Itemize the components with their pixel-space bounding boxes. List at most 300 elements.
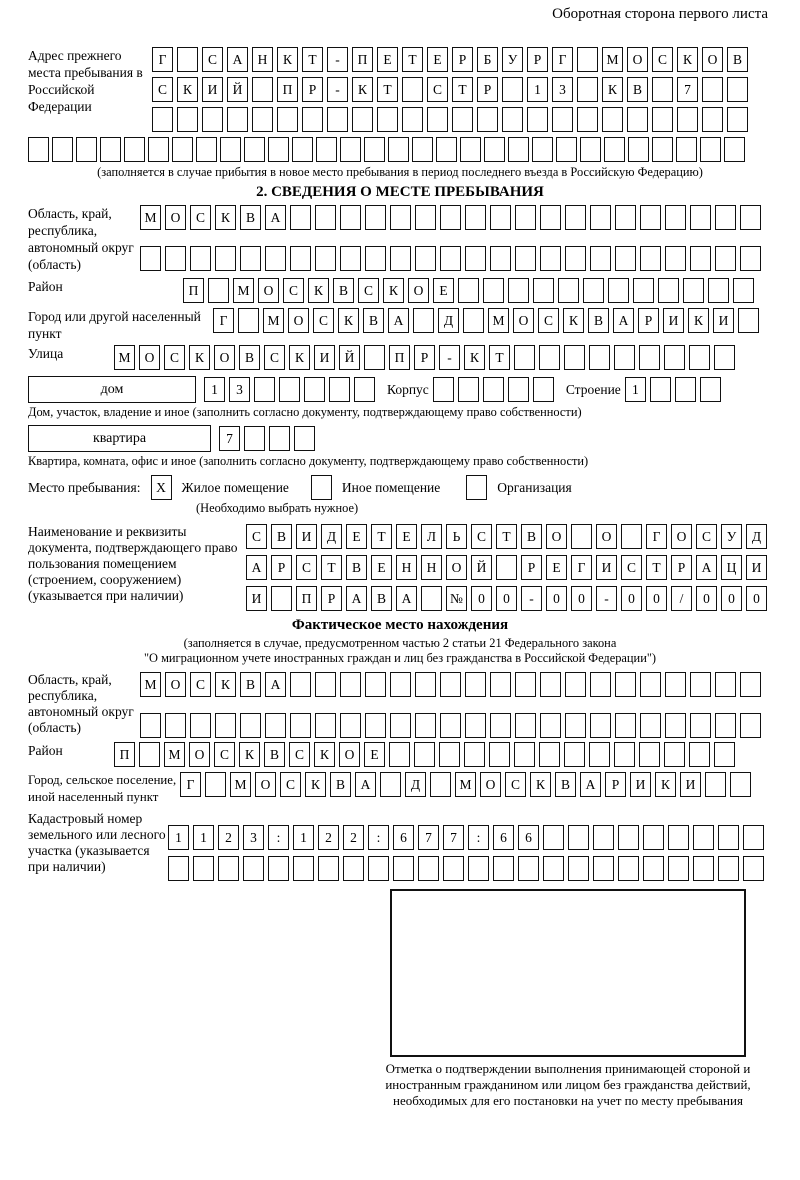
char-cell[interactable]: С [246,524,267,549]
char-cell[interactable] [329,377,350,402]
char-cell[interactable] [388,137,409,162]
char-cell[interactable] [639,742,660,767]
char-cell[interactable]: В [346,555,367,580]
char-cell[interactable] [693,825,714,850]
char-cell[interactable] [148,137,169,162]
char-cell[interactable] [293,856,314,881]
char-cell[interactable] [465,246,486,271]
char-cell[interactable]: О [546,524,567,549]
char-cell[interactable] [633,278,654,303]
char-cell[interactable] [165,246,186,271]
char-cell[interactable]: С [621,555,642,580]
char-cell[interactable]: К [530,772,551,797]
char-cell[interactable]: А [246,555,267,580]
char-cell[interactable]: С [280,772,301,797]
char-cell[interactable]: А [265,205,286,230]
char-cell[interactable] [690,205,711,230]
char-cell[interactable] [315,672,336,697]
char-cell[interactable] [227,107,248,132]
char-cell[interactable]: : [268,825,289,850]
char-cell[interactable]: С [202,47,223,72]
char-cell[interactable]: О [165,672,186,697]
char-cell[interactable] [193,856,214,881]
char-cell[interactable]: П [114,742,135,767]
char-cell[interactable]: С [358,278,379,303]
char-cell[interactable] [290,713,311,738]
char-cell[interactable] [390,246,411,271]
char-cell[interactable] [693,856,714,881]
char-cell[interactable] [589,345,610,370]
char-cell[interactable] [568,856,589,881]
char-cell[interactable]: Й [339,345,360,370]
char-cell[interactable]: 0 [721,586,742,611]
char-cell[interactable] [304,377,325,402]
char-cell[interactable]: М [263,308,284,333]
char-cell[interactable]: 3 [552,77,573,102]
char-cell[interactable]: И [680,772,701,797]
checkbox-residential[interactable]: X [151,475,172,500]
char-cell[interactable] [463,308,484,333]
char-cell[interactable] [440,672,461,697]
char-cell[interactable] [583,278,604,303]
char-cell[interactable] [302,107,323,132]
char-cell[interactable] [465,713,486,738]
char-cell[interactable]: Й [227,77,248,102]
char-cell[interactable] [238,308,259,333]
char-cell[interactable]: Т [321,555,342,580]
char-cell[interactable]: - [596,586,617,611]
char-cell[interactable]: С [652,47,673,72]
char-cell[interactable]: Т [496,524,517,549]
char-cell[interactable]: 1 [527,77,548,102]
char-cell[interactable] [292,137,313,162]
char-cell[interactable] [702,77,723,102]
char-cell[interactable] [593,856,614,881]
char-cell[interactable]: М [233,278,254,303]
char-cell[interactable] [218,856,239,881]
char-cell[interactable] [440,205,461,230]
char-cell[interactable] [708,278,729,303]
char-cell[interactable]: Е [377,47,398,72]
char-cell[interactable] [52,137,73,162]
char-cell[interactable]: О [446,555,467,580]
char-cell[interactable] [590,205,611,230]
char-cell[interactable]: К [308,278,329,303]
char-cell[interactable]: № [446,586,467,611]
char-cell[interactable]: К [215,672,236,697]
char-cell[interactable] [664,742,685,767]
char-cell[interactable] [460,137,481,162]
char-cell[interactable] [627,107,648,132]
char-cell[interactable]: В [371,586,392,611]
char-cell[interactable] [640,672,661,697]
char-cell[interactable]: А [355,772,376,797]
char-cell[interactable] [240,713,261,738]
char-cell[interactable] [640,246,661,271]
char-cell[interactable] [421,586,442,611]
char-cell[interactable] [415,246,436,271]
char-cell[interactable]: О [480,772,501,797]
char-cell[interactable] [740,246,761,271]
char-cell[interactable]: О [627,47,648,72]
char-cell[interactable]: С [164,345,185,370]
char-cell[interactable] [615,246,636,271]
char-cell[interactable]: С [190,205,211,230]
char-cell[interactable] [389,742,410,767]
char-cell[interactable]: Г [646,524,667,549]
char-cell[interactable] [100,137,121,162]
char-cell[interactable] [718,856,739,881]
char-cell[interactable] [439,742,460,767]
char-cell[interactable]: О [408,278,429,303]
char-cell[interactable]: В [264,742,285,767]
char-cell[interactable]: В [727,47,748,72]
char-cell[interactable]: : [368,825,389,850]
char-cell[interactable] [740,205,761,230]
char-cell[interactable] [279,377,300,402]
char-cell[interactable]: Р [414,345,435,370]
char-cell[interactable] [565,205,586,230]
char-cell[interactable]: Е [371,555,392,580]
char-cell[interactable]: И [202,77,223,102]
char-cell[interactable] [571,524,592,549]
char-cell[interactable]: С [289,742,310,767]
char-cell[interactable] [540,205,561,230]
char-cell[interactable] [139,742,160,767]
char-cell[interactable] [533,278,554,303]
char-cell[interactable]: К [352,77,373,102]
char-cell[interactable]: О [513,308,534,333]
char-cell[interactable] [652,107,673,132]
char-cell[interactable] [614,742,635,767]
char-cell[interactable] [508,137,529,162]
char-cell[interactable]: К [305,772,326,797]
char-cell[interactable]: 1 [168,825,189,850]
char-cell[interactable]: Р [605,772,626,797]
char-cell[interactable] [665,713,686,738]
char-cell[interactable] [427,107,448,132]
char-cell[interactable]: О [165,205,186,230]
char-cell[interactable] [165,713,186,738]
char-cell[interactable] [377,107,398,132]
char-cell[interactable] [172,137,193,162]
char-cell[interactable] [675,377,696,402]
char-cell[interactable] [318,856,339,881]
char-cell[interactable]: С [264,345,285,370]
char-cell[interactable] [608,278,629,303]
char-cell[interactable] [443,856,464,881]
char-cell[interactable]: 2 [343,825,364,850]
char-cell[interactable]: К [688,308,709,333]
char-cell[interactable]: Т [377,77,398,102]
char-cell[interactable] [244,137,265,162]
char-cell[interactable]: А [613,308,634,333]
char-cell[interactable]: В [240,672,261,697]
char-cell[interactable]: - [521,586,542,611]
char-cell[interactable] [640,205,661,230]
char-cell[interactable] [433,377,454,402]
char-cell[interactable] [402,77,423,102]
char-cell[interactable] [565,246,586,271]
char-cell[interactable] [514,742,535,767]
char-cell[interactable] [590,246,611,271]
char-cell[interactable] [252,77,273,102]
char-cell[interactable]: 3 [229,377,250,402]
char-cell[interactable] [690,246,711,271]
char-cell[interactable]: И [314,345,335,370]
char-cell[interactable]: М [140,672,161,697]
char-cell[interactable]: Б [477,47,498,72]
char-cell[interactable]: Ц [721,555,742,580]
char-cell[interactable]: М [164,742,185,767]
char-cell[interactable] [343,856,364,881]
char-cell[interactable] [527,107,548,132]
char-cell[interactable] [340,205,361,230]
char-cell[interactable] [413,308,434,333]
char-cell[interactable]: К [215,205,236,230]
char-cell[interactable] [665,672,686,697]
char-cell[interactable] [215,246,236,271]
char-cell[interactable]: Й [471,555,492,580]
char-cell[interactable] [402,107,423,132]
char-cell[interactable]: 0 [571,586,592,611]
char-cell[interactable]: 1 [193,825,214,850]
char-cell[interactable] [315,713,336,738]
char-cell[interactable]: О [258,278,279,303]
char-cell[interactable]: И [746,555,767,580]
char-cell[interactable] [558,278,579,303]
char-cell[interactable]: 6 [393,825,414,850]
char-cell[interactable] [689,345,710,370]
char-cell[interactable] [508,278,529,303]
char-cell[interactable]: М [455,772,476,797]
char-cell[interactable] [515,672,536,697]
char-cell[interactable] [740,713,761,738]
checkbox-other-premises[interactable] [311,475,332,500]
char-cell[interactable]: П [389,345,410,370]
char-cell[interactable] [577,77,598,102]
char-cell[interactable]: П [183,278,204,303]
char-cell[interactable] [618,825,639,850]
char-cell[interactable]: 1 [625,377,646,402]
char-cell[interactable] [352,107,373,132]
char-cell[interactable] [265,713,286,738]
char-cell[interactable] [269,426,290,451]
char-cell[interactable]: С [505,772,526,797]
char-cell[interactable]: Е [427,47,448,72]
char-cell[interactable]: 6 [518,825,539,850]
char-cell[interactable] [714,742,735,767]
char-cell[interactable] [621,524,642,549]
char-cell[interactable] [365,246,386,271]
char-cell[interactable] [689,742,710,767]
char-cell[interactable] [602,107,623,132]
char-cell[interactable] [552,107,573,132]
char-cell[interactable] [315,205,336,230]
char-cell[interactable]: О [255,772,276,797]
char-cell[interactable] [564,742,585,767]
char-cell[interactable] [265,246,286,271]
char-cell[interactable]: Г [152,47,173,72]
checkbox-organization[interactable] [466,475,487,500]
char-cell[interactable] [604,137,625,162]
char-cell[interactable] [700,137,721,162]
char-cell[interactable]: П [352,47,373,72]
char-cell[interactable]: 2 [318,825,339,850]
char-cell[interactable] [730,772,751,797]
char-cell[interactable] [458,278,479,303]
char-cell[interactable] [452,107,473,132]
char-cell[interactable] [124,137,145,162]
char-cell[interactable] [502,107,523,132]
char-cell[interactable] [364,345,385,370]
char-cell[interactable]: Д [405,772,426,797]
char-cell[interactable] [464,742,485,767]
char-cell[interactable]: К [189,345,210,370]
char-cell[interactable]: 1 [204,377,225,402]
char-cell[interactable] [340,246,361,271]
char-cell[interactable] [254,377,275,402]
char-cell[interactable] [208,278,229,303]
char-cell[interactable]: Т [402,47,423,72]
char-cell[interactable] [220,137,241,162]
char-cell[interactable] [718,825,739,850]
char-cell[interactable]: Т [302,47,323,72]
char-cell[interactable]: К [338,308,359,333]
char-cell[interactable] [380,772,401,797]
char-cell[interactable] [484,137,505,162]
char-cell[interactable]: А [696,555,717,580]
char-cell[interactable] [205,772,226,797]
char-cell[interactable] [76,137,97,162]
char-cell[interactable]: В [521,524,542,549]
char-cell[interactable] [290,246,311,271]
char-cell[interactable] [540,246,561,271]
char-cell[interactable] [643,825,664,850]
char-cell[interactable] [643,856,664,881]
char-cell[interactable]: В [588,308,609,333]
char-cell[interactable] [514,345,535,370]
char-cell[interactable]: 0 [646,586,667,611]
char-cell[interactable]: О [671,524,692,549]
char-cell[interactable] [190,713,211,738]
char-cell[interactable]: С [696,524,717,549]
char-cell[interactable] [489,742,510,767]
char-cell[interactable]: Р [271,555,292,580]
char-cell[interactable] [271,586,292,611]
char-cell[interactable]: Г [213,308,234,333]
char-cell[interactable] [168,856,189,881]
char-cell[interactable] [677,107,698,132]
char-cell[interactable]: С [152,77,173,102]
char-cell[interactable]: И [630,772,651,797]
char-cell[interactable] [177,47,198,72]
char-cell[interactable] [664,345,685,370]
char-cell[interactable]: М [602,47,623,72]
char-cell[interactable] [490,713,511,738]
char-cell[interactable]: В [363,308,384,333]
char-cell[interactable]: Р [638,308,659,333]
char-cell[interactable] [540,672,561,697]
char-cell[interactable]: Т [489,345,510,370]
char-cell[interactable] [365,672,386,697]
char-cell[interactable]: 3 [243,825,264,850]
char-cell[interactable]: П [277,77,298,102]
char-cell[interactable]: К [177,77,198,102]
char-cell[interactable]: В [239,345,260,370]
char-cell[interactable] [340,672,361,697]
char-cell[interactable]: 0 [546,586,567,611]
char-cell[interactable] [652,137,673,162]
char-cell[interactable] [177,107,198,132]
char-cell[interactable]: Д [746,524,767,549]
char-cell[interactable]: : [468,825,489,850]
char-cell[interactable]: С [296,555,317,580]
char-cell[interactable] [668,825,689,850]
char-cell[interactable]: С [283,278,304,303]
char-cell[interactable] [615,205,636,230]
char-cell[interactable] [483,278,504,303]
char-cell[interactable]: У [502,47,523,72]
char-cell[interactable]: Е [396,524,417,549]
char-cell[interactable]: Е [346,524,367,549]
char-cell[interactable] [390,205,411,230]
char-cell[interactable] [364,137,385,162]
char-cell[interactable] [268,856,289,881]
char-cell[interactable] [290,672,311,697]
char-cell[interactable]: Ь [446,524,467,549]
char-cell[interactable] [493,856,514,881]
char-cell[interactable] [700,377,721,402]
char-cell[interactable]: А [265,672,286,697]
char-cell[interactable] [539,345,560,370]
char-cell[interactable]: Н [252,47,273,72]
char-cell[interactable]: 6 [493,825,514,850]
char-cell[interactable] [740,672,761,697]
char-cell[interactable] [543,856,564,881]
char-cell[interactable]: К [314,742,335,767]
char-cell[interactable] [515,246,536,271]
char-cell[interactable] [743,825,764,850]
char-cell[interactable]: И [296,524,317,549]
char-cell[interactable]: О [596,524,617,549]
char-cell[interactable]: 7 [443,825,464,850]
char-cell[interactable] [665,246,686,271]
char-cell[interactable]: 7 [219,426,240,451]
char-cell[interactable] [628,137,649,162]
char-cell[interactable] [294,426,315,451]
char-cell[interactable] [727,77,748,102]
char-cell[interactable] [415,205,436,230]
char-cell[interactable]: К [277,47,298,72]
char-cell[interactable] [715,205,736,230]
char-cell[interactable]: Р [521,555,542,580]
char-cell[interactable]: А [580,772,601,797]
char-cell[interactable] [614,345,635,370]
char-cell[interactable] [316,137,337,162]
char-cell[interactable] [468,856,489,881]
char-cell[interactable]: Е [364,742,385,767]
char-cell[interactable]: В [555,772,576,797]
char-cell[interactable] [196,137,217,162]
char-cell[interactable] [714,345,735,370]
char-cell[interactable] [202,107,223,132]
char-cell[interactable] [508,377,529,402]
char-cell[interactable] [715,246,736,271]
char-cell[interactable]: К [289,345,310,370]
char-cell[interactable]: К [383,278,404,303]
char-cell[interactable]: Т [452,77,473,102]
